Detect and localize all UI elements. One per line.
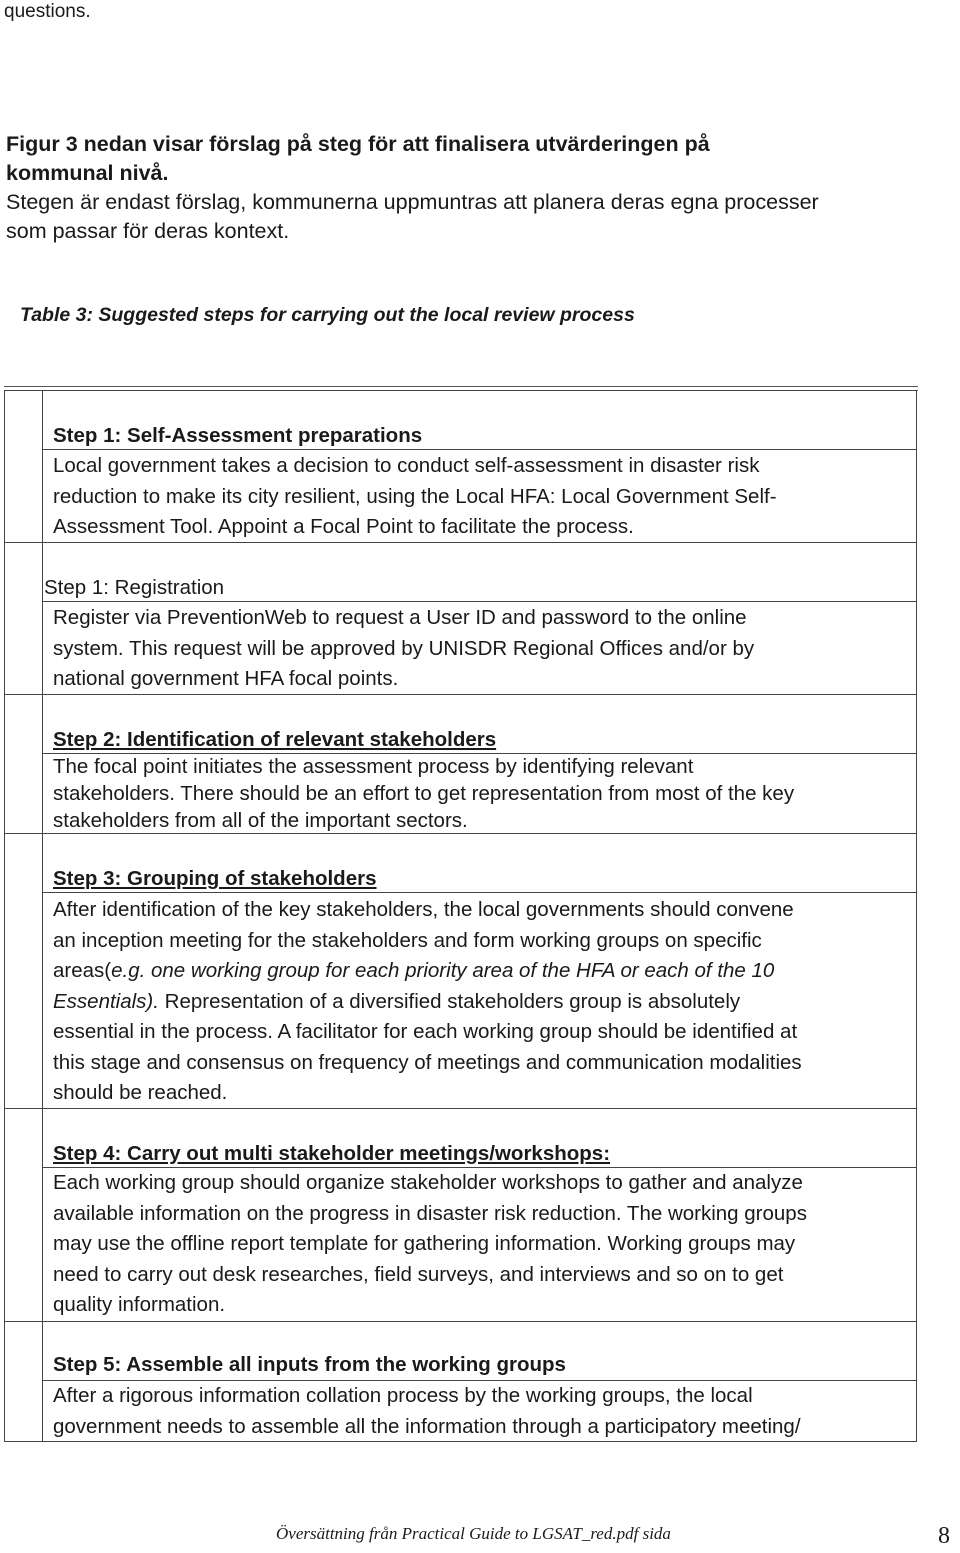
figure-intro-line-4: som passar för deras kontext. <box>6 219 290 243</box>
step-body: Each working group should organize stakeholder workshops to gather and analyze available information on the progress in disaster risk reduction. The working groups may use the offline report template for gathering information. Working groups may need to carry out desk researches, field surveys, and interviews and so on to get quality information. <box>53 1171 807 1316</box>
figure-intro-line-2: kommunal nivå. <box>6 161 169 185</box>
table-row-step-4 <box>4 1108 917 1322</box>
table-top-rule <box>4 386 918 387</box>
step-body: Register via PreventionWeb to request a User ID and password to the online system. This request will be approved by UNISDR Regional Offices and/or by national government HFA focal points. <box>53 606 755 690</box>
table-row-step-2 <box>4 694 917 834</box>
figure-intro-line-1: Figur 3 nedan visar förslag på steg för att finalisera utvärderingen på <box>6 132 710 156</box>
table-row-step-5 <box>4 1321 917 1442</box>
step-title: Step 1: Registration <box>44 576 225 599</box>
table-row-step-3 <box>4 833 917 1109</box>
step-title: Step 5: Assemble all inputs from the working groups <box>53 1353 566 1376</box>
table-caption: Table 3: Suggested steps for carrying out the local review process <box>20 304 635 326</box>
step-body: After identification of the key stakeholders, the local governments should convene an inception meeting for the stakeholders and form working groups on specific areas(e.g. one working group for each priority area of the HFA or each of the 10 Essentials). Representation of a diversified stakeholders group is absolutely essential in the process. A facilitator for each working group should be identified at this stage and consensus on frequency of meetings and communication modalities should be reached. <box>53 898 802 1104</box>
top-text-fragment: questions. <box>4 1 91 22</box>
step-body: The focal point initiates the assessment process by identifying relevant stakeholders. There should be an effort to get representation from most of the key stakeholders from all of the important sectors. <box>53 755 795 832</box>
step-title: Step 2: Identification of relevant stakeholders <box>53 728 497 751</box>
figure-intro-line-3: Stegen är endast förslag, kommunerna uppmuntras att planera deras egna processer <box>6 190 819 214</box>
figure-intro <box>6 130 956 246</box>
table-row-step-1-registration <box>4 542 917 695</box>
step-body: After a rigorous information collation process by the working groups, the local government needs to assemble all the information through a participatory meeting/ <box>53 1384 801 1438</box>
step-body: Local government takes a decision to conduct self-assessment in disaster risk reduction to make its city resilient, using the Local HFA: Local Government Self- Assessment Tool. Appoint a Focal Point to facilitate the process. <box>53 454 777 538</box>
step-title: Step 1: Self-Assessment preparations <box>53 424 423 447</box>
step-title: Step 4: Carry out multi stakeholder meetings/workshops: <box>53 1142 611 1165</box>
step-title: Step 3: Grouping of stakeholders <box>53 867 377 890</box>
table-row-step-1-preparations <box>4 390 917 543</box>
page-footer: Översättning från Practical Guide to LGSAT_red.pdf sida <box>276 1524 671 1543</box>
page-number: 8 <box>938 1523 950 1549</box>
